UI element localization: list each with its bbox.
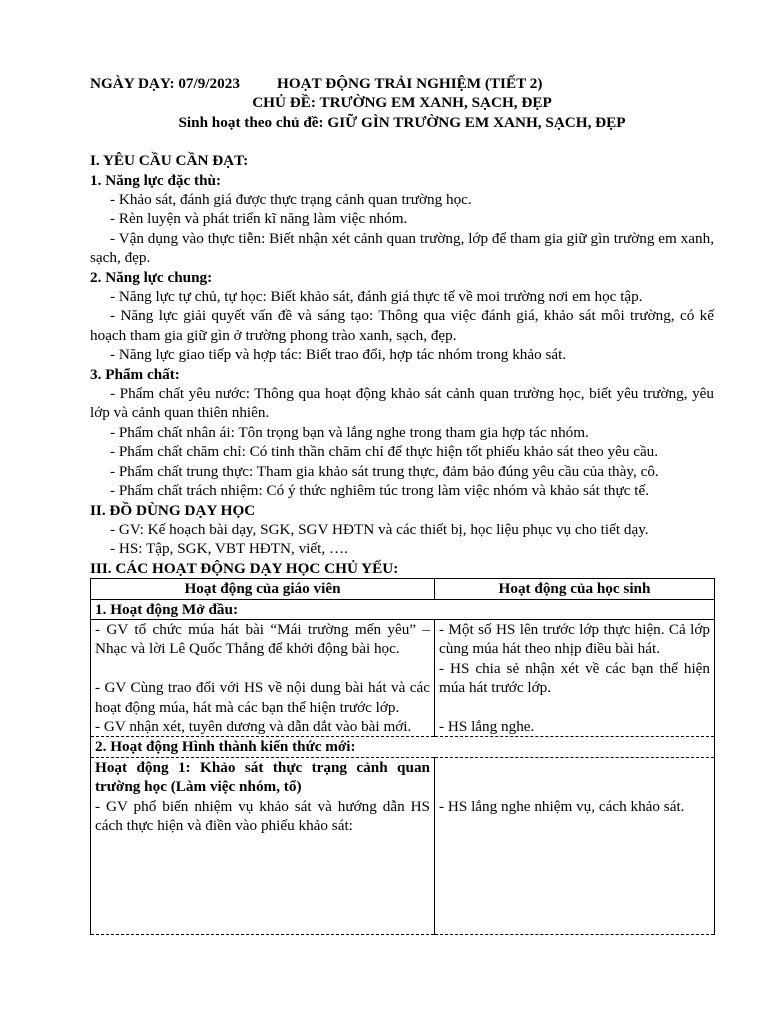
list-item: - Năng lực giao tiếp và hợp tác: Biết trao đổi, hợp tác nhóm trong khảo sát. (110, 346, 567, 364)
table-cell-text: - HS chia sẻ nhận xét về các bạn thể hiện múa hát trước lớp. (439, 659, 710, 697)
activity-2-title: 2. Hoạt động Hình thành kiến thức mới: (91, 737, 715, 757)
activity-2-subtitle: Hoạt động 1: Khảo sát thực trạng cảnh quan trường học (Làm việc nhóm, tổ) (95, 758, 430, 796)
list-item: - Phẩm chất chăm chỉ: Có tinh thần chăm chỉ để thực hiện tốt phiếu khảo sát theo yêu cầu. (110, 443, 659, 461)
column-header-teacher: Hoạt động của giáo viên (91, 579, 435, 599)
list-item: - Rèn luyện và phát triển kĩ năng làm việc nhóm. (110, 210, 408, 228)
section-1-heading: I. YÊU CẦU CẦN ĐẠT: (90, 152, 249, 170)
list-item: - Vận dụng vào thực tiễn: Biết nhận xét cảnh quan trường, lớp để tham gia giữ gìn trường em xanh, sạch, đẹp. (90, 229, 714, 267)
lesson-title: HOẠT ĐỘNG TRẢI NGHIỆM (TIẾT 2) (277, 75, 543, 92)
activity-1-student-cell (435, 619, 715, 736)
section-2-heading: II. ĐỒ DÙNG DẠY HỌC (90, 501, 256, 519)
section-1-3-heading: 3. Phẩm chất: (90, 365, 180, 383)
list-item: - Năng lực tự chủ, tự học: Biết khảo sát, đánh giá thực tế về moi trường nơi em học tập. (110, 288, 643, 306)
section-1-1-heading: 1. Năng lực đặc thù: (90, 171, 222, 189)
table-cell-text: - Một số HS lên trước lớp thực hiện. Cả lớp cùng múa hát theo nhịp điều bài hát. (439, 620, 710, 658)
teaching-date: NGÀY DẠY: 07/9/2023 (90, 75, 240, 92)
list-item: - Năng lực giải quyết vấn đề và sáng tạo: Thông qua việc đánh giá, khảo sát môi trường, có kế hoạch tham gia giữ gìn ở trường phong trào xanh, sạch, đẹp. (90, 307, 714, 344)
list-item: - Phẩm chất trách nhiệm: Có ý thức nghiêm túc trong làm việc nhóm và khảo sát thực tế. (110, 482, 650, 500)
section-3-heading: III. CÁC HOẠT ĐỘNG DẠY HỌC CHỦ YẾU: (90, 559, 399, 577)
activity-1-title: 1. Hoạt động Mở đầu: (91, 599, 715, 619)
list-item: - Phẩm chất trung thực: Tham gia khảo sát trung thực, đảm bảo đúng yêu cầu của thày, cô. (110, 462, 659, 480)
list-item: - Phẩm chất yêu nước: Thông qua hoạt động khảo sát cảnh quan trường học, biết yêu trường, yêu lớp và cảnh quan thiên nhiên. (90, 385, 714, 422)
topic-heading: CHỦ ĐỀ: TRƯỜNG EM XANH, SẠCH, ĐẸP (252, 94, 552, 112)
activity-2-teacher-cell (91, 757, 435, 934)
document-header (90, 74, 714, 93)
sub-topic-heading: Sinh hoạt theo chủ đề: GIỮ GÌN TRƯỜNG EM XANH, SẠCH, ĐẸP (178, 113, 626, 131)
list-item: - Khảo sát, đánh giá được thực trạng cảnh quan trường học. (110, 191, 472, 209)
activity-2-student-cell (435, 757, 715, 934)
list-item: - GV: Kế hoạch bài dạy, SGK, SGV HĐTN và các thiết bị, học liệu phục vụ cho tiết dạy. (110, 520, 649, 538)
table-cell-text: - HS lắng nghe nhiệm vụ, cách khảo sát. (439, 797, 685, 815)
activities-table (90, 578, 715, 935)
table-cell-text: - GV phổ biến nhiệm vụ khảo sát và hướng dẫn HS cách thực hiện và điền vào phiếu khảo sát: (95, 797, 430, 834)
table-cell-text: - GV Cùng trao đổi với HS về nội dung bài hát và các hoạt động múa, hát mà các bạn thể hiện trước lớp. (95, 679, 430, 716)
section-1-2-heading: 2. Năng lực chung: (90, 268, 213, 286)
table-cell-text: - HS lắng nghe. (439, 717, 535, 735)
table-cell-text: - GV nhận xét, tuyên dương và dẫn dắt vào bài mới. (95, 717, 412, 735)
column-header-student: Hoạt động của học sinh (435, 579, 715, 599)
activity-1-teacher-cell (91, 619, 435, 736)
table-cell-text: - GV tổ chức múa hát bài “Mái trường mến yêu” – Nhạc và lời Lê Quốc Thắng để khởi động bài học. (95, 620, 430, 658)
list-item: - HS: Tập, SGK, VBT HĐTN, viết, …. (110, 540, 348, 558)
list-item: - Phẩm chất nhân ái: Tôn trọng bạn và lắng nghe trong tham gia hợp tác nhóm. (110, 423, 589, 441)
